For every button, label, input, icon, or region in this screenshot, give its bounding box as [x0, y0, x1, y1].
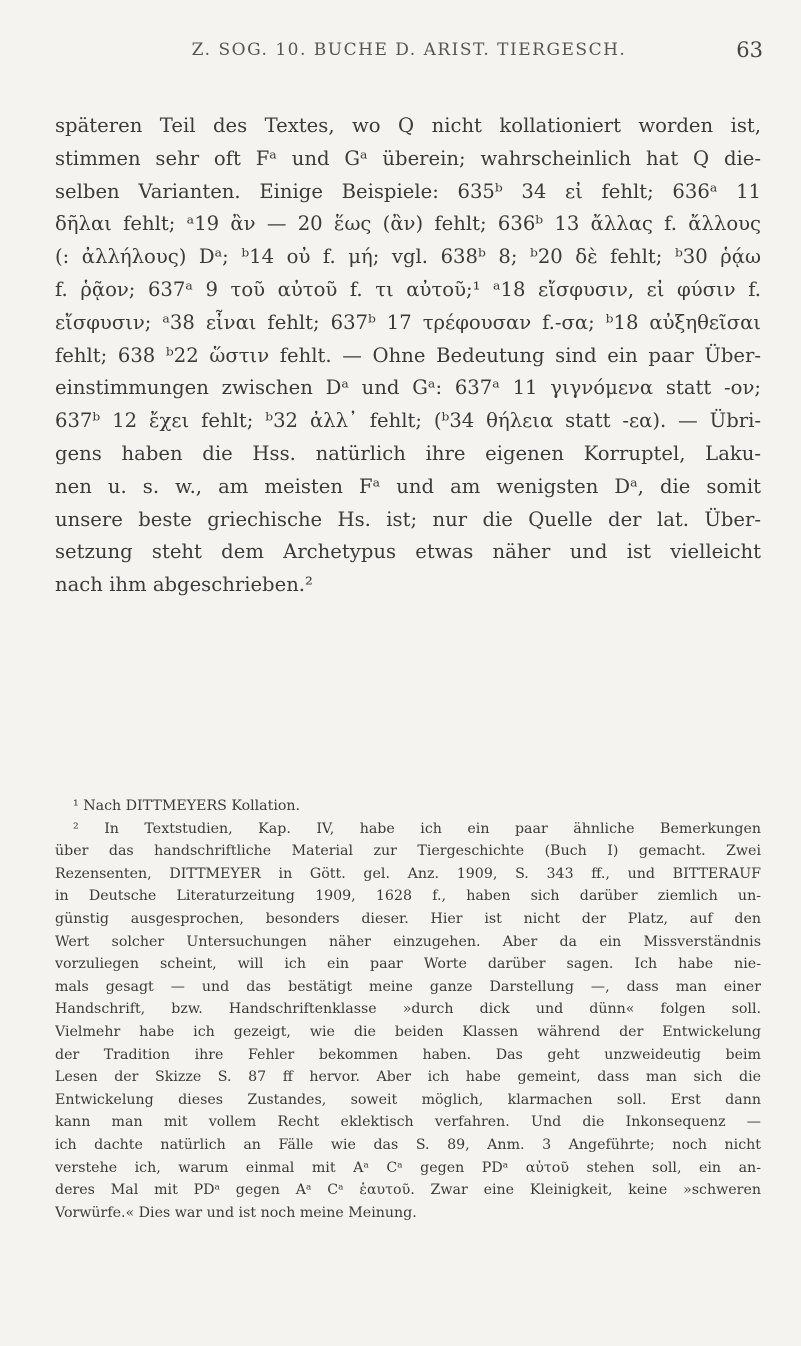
page-number: 63: [736, 38, 763, 62]
main-text-line: gens haben die Hss. natürlich ihre eigenen Korruptel, Laku-: [55, 441, 761, 465]
footnote-line: ¹ Nach DITTMEYERS Kollation.: [73, 798, 301, 814]
footnote-line: ich dachte natürlich an Fälle wie das S. 89, Anm. 3 Angeführte; noch nicht: [55, 1136, 761, 1153]
main-text-line: εἴσφυσιν; ᵃ38 εἶναι fehlt; 637ᵇ 17 τρέφουσαν f.-σα; ᵇ18 αὐξηθεῖσαι: [55, 310, 761, 334]
footnotes: [55, 795, 761, 1224]
footnote-line: Rezensenten, DITTMEYER in Gött. gel. Anz. 1909, S. 343 ff., und BITTERAUF: [55, 865, 761, 882]
running-head: Z. SOG. 10. BUCHE D. ARIST. TIERGESCH.: [191, 40, 627, 60]
footnote-line: Vorwürfe.« Dies war und ist noch meine Meinung.: [55, 1204, 417, 1221]
footnote-line: über das handschriftliche Material zur Tiergeschichte (Buch I) gemacht. Zwei: [55, 843, 761, 860]
main-text-line: setzung steht dem Archetypus etwas näher und ist vielleicht: [55, 540, 761, 564]
footnote-line: Wert solcher Untersuchungen näher einzugehen. Aber da ein Missverständnis: [55, 933, 761, 950]
footnote-line: der Tradition ihre Fehler bekommen haben. Das geht unzweideutig beim: [55, 1046, 761, 1063]
main-text-line: f. ῥᾷον; 637ᵃ 9 τοῦ αὐτοῦ f. τι αὐτοῦ;¹ ᵃ18 εἴσφυσιν, εἰ φύσιν f.: [55, 277, 761, 301]
main-text-line: 637ᵇ 12 ἔχει fehlt; ᵇ32 ἀλλ᾽ fehlt; (ᵇ34 θήλεια statt -εα). — Übri-: [55, 409, 761, 433]
footnote-line: ² In Textstudien, Kap. IV, habe ich ein paar ähnliche Bemerkungen: [73, 820, 761, 837]
main-text-line: fehlt; 638 ᵇ22 ὥστιν fehlt. — Ohne Bedeutung sind ein paar Über-: [55, 343, 761, 367]
main-text-line: δῆλαι fehlt; ᵃ19 ἂν — 20 ἕως (ἂν) fehlt; 636ᵇ 13 ἄλλας f. ἄλλους: [55, 212, 761, 236]
page-header: [55, 40, 763, 70]
footnote-line: Entwickelung dieses Zustandes, soweit möglich, klarmachen soll. Erst dann: [55, 1091, 761, 1108]
main-text-line: unsere beste griechische Hs. ist; nur die Quelle der lat. Über-: [55, 507, 761, 531]
main-text-line: nen u. s. w., am meisten Fᵃ und am wenigsten Dᵃ, die somit: [55, 474, 761, 498]
main-text-line: späteren Teil des Textes, wo Q nicht kollationiert worden ist,: [55, 114, 761, 137]
footnote-line: Vielmehr habe ich gezeigt, wie die beiden Klassen während der Entwickelung: [55, 1023, 761, 1040]
footnote-line: in Deutsche Literaturzeitung 1909, 1628 f., haben sich darüber ziemlich un-: [55, 888, 761, 905]
footnote-line: mals gesagt — und das bestätigt meine ganze Darstellung —, dass man einer: [55, 978, 761, 995]
main-text-line: nach ihm abgeschrieben.²: [55, 573, 313, 597]
footnote-line: verstehe ich, warum einmal mit Aᵃ Cᵃ gegen PDᵃ αὐτοῦ stehen soll, ein an-: [55, 1159, 761, 1176]
footnote-line: Handschrift, bzw. Handschriftenklasse »durch dick und dünn« folgen soll.: [55, 1001, 761, 1018]
footnote-line: Lesen der Skizze S. 87 ff hervor. Aber ich habe gemeint, dass man sich die: [55, 1069, 761, 1086]
main-text-line: einstimmungen zwischen Dᵃ und Gᵃ: 637ᵃ 11 γιγνόμενα statt -ον;: [55, 376, 761, 400]
main-text-line: selben Varianten. Einige Beispiele: 635ᵇ 34 εἰ fehlt; 636ᵃ 11: [55, 179, 761, 203]
footnote-line: günstig ausgesprochen, besonders dieser. Hier ist nicht der Platz, auf den: [55, 910, 761, 927]
footnote-line: vorzuliegen scheint, will ich ein paar Worte darüber sagen. Ich habe nie-: [55, 956, 761, 973]
footnote-line: deres Mal mit PDᵃ gegen Aᵃ Cᵃ ἑαυτοῦ. Zwar eine Kleinigkeit, keine »schweren: [55, 1182, 761, 1199]
main-text-line: (: ἀλλήλους) Dᵃ; ᵇ14 οὐ f. μή; vgl. 638ᵇ 8; ᵇ20 δὲ fehlt; ᵇ30 ῥᾴω: [55, 245, 761, 269]
main-text-line: stimmen sehr oft Fᵃ und Gᵃ überein; wahrscheinlich hat Q die-: [55, 146, 761, 170]
footnote-line: kann man mit vollem Recht eklektisch verfahren. Und die Inkonsequenz —: [55, 1114, 761, 1131]
main-text: [55, 110, 761, 602]
